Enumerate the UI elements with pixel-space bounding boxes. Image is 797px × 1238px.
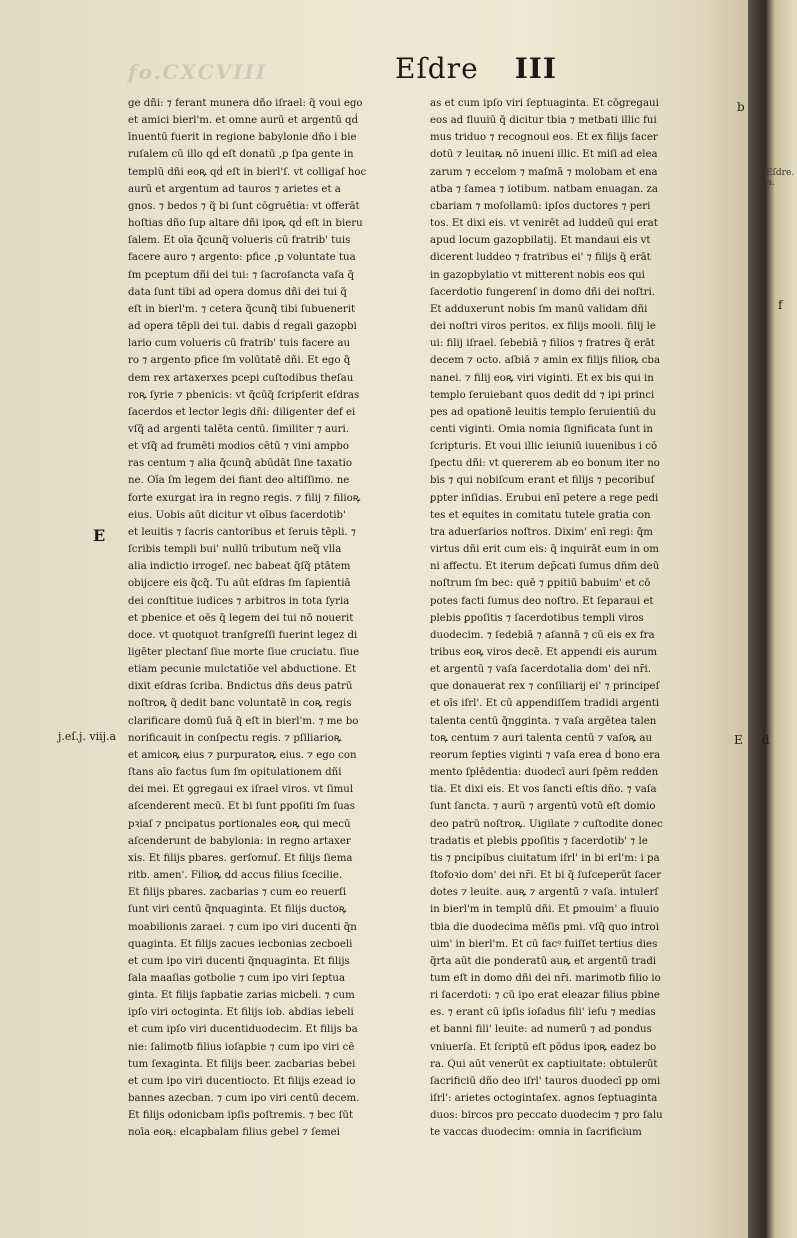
text-line: ge dñi: ⁊ ferant munera dño iſrael: q̃ voui ego: [128, 98, 363, 109]
margin-letter-e: E: [93, 526, 106, 545]
text-line: ſpectu dñi: vt quererem ab eo bonum iter no: [430, 458, 660, 470]
text-line: aurū et argentum ad tauros ⁊ arietes et a: [128, 183, 341, 195]
margin-letter-f: f: [778, 298, 783, 312]
text-line: dem rex artaxerxes pcepi cuſtodibus theſau: [128, 372, 354, 384]
text-line: tos. Et dixi eis. vt venirēt ad luddeū qui erat: [430, 218, 658, 230]
text-line: nie: ſalimotb filius ioſapbie ⁊ cum ipo viri cē: [128, 1041, 355, 1053]
text-line: tbia die duodecima mēſis pmi. vſq̃ quo introi: [430, 921, 659, 933]
text-line: et pbenice et oēs q̃ legem dei tui nō nouerit: [128, 612, 354, 624]
text-line: noīa eoꝶ: elcapbalam filius gebel ⁊ ſemei: [128, 1127, 340, 1139]
text-line: eſt in bierl'm. ⁊ cetera q̃cunq̃ tibi ſubuenerit: [128, 303, 356, 315]
text-line: ad opera tēpli dei tui. dabis ḋ regali gazopbi: [128, 321, 357, 333]
text-line: templū dñi eoꝶ qḋ eſt in bierl'ſ. vt colligaſ hoc: [128, 166, 367, 178]
text-line: deo patrū noſtroꝶ. Uigilate ⁊ cuſtodite donec: [430, 818, 663, 830]
text-line: ritb. amen'. Filioꝶ dd accus filius ſcecilie.: [128, 870, 343, 882]
text-line: bis ⁊ qui nobiſcum erant et filijs ⁊ pecoribuſ: [430, 475, 655, 487]
margin-cross-reference: j.eſ.j. viij.a: [58, 730, 117, 743]
text-line: eius. Uobis aūt dicitur vt oībus ſacerdotib': [128, 509, 346, 521]
text-line: que donauerat rex ⁊ conſiliarij ei' ⁊ principeſ: [430, 681, 660, 693]
text-line: vſq̃ ad argenti talēta centū. ſimiliter ⁊ auri.: [128, 423, 350, 435]
text-line: tradatis et plebis ꝑpoſitis ⁊ ſacerdotib' ⁊ le: [430, 835, 648, 847]
text-line: lario cum volueris cū fratrib' tuis facere au: [128, 338, 351, 350]
text-line: xis. Et filijs pbares. gerſomuſ. Et filijs ſiema: [128, 852, 353, 864]
text-line: ra. Qui aūt venerūt ex captiuitate: obtulerūt: [430, 1058, 658, 1070]
text-line: zarum ⁊ eccelom ⁊ maſmā ⁊ molobam et ena: [430, 166, 658, 178]
text-line: doce. vt quotquot tranſgreſſi fuerint legez di: [128, 629, 358, 641]
text-line: virtus dñi erit cum eis: q̃ inquirāt eum in om: [430, 544, 659, 556]
text-line: in bierl'm in templū dñi. Et ꝑmouim' a fluuio: [430, 904, 660, 916]
text-line: te vaccas duodecim: omnia in ſacrificium: [430, 1127, 642, 1139]
text-line: Et adduxerunt nobis ſm manū validam dñi: [430, 303, 648, 315]
text-line: ne. Oīa ſm legem dei fiant deo altiſſimo. ne: [128, 475, 350, 487]
text-line: ginta. Et filijs ſapbatie zarias micbeli. ⁊ cum: [128, 990, 355, 1002]
margin-letter-d: d: [762, 733, 770, 747]
text-line: hoſtias dño ſup altare dñi ipoꝶ qḋ eſt in bieru: [128, 218, 363, 230]
running-header: [395, 52, 557, 85]
text-line: atba ⁊ ſamea ⁊ iotibum. natbam enuagan. za: [430, 183, 658, 195]
text-line: moabilionis zaraei. ⁊ cum ipo viri ducenti q̃n: [128, 921, 357, 933]
text-line: ſcribis templi bui' nullū tributum neq̃ vlla: [128, 544, 342, 556]
text-line: et amicoꝶ eius ⁊ purpuratoꝶ eius. ⁊ ego con: [128, 749, 357, 761]
text-line: tis ⁊ pncipibus ciuitatum iſrl' in bi erl'm: i pa: [430, 852, 660, 864]
text-line: noſtroꝶ q̃ dedit banc voluntatē in coꝶ regis: [128, 698, 352, 710]
text-line: etiam pecunie mulctatiōe vel abductione. Et: [128, 664, 357, 676]
text-line: ui: filij iſrael. ſebebiā ⁊ filios ⁊ fratres q̃ erāt: [430, 338, 655, 350]
folio-number: III: [514, 52, 557, 85]
text-line: tes et equites in comitatu tutele gratia con: [430, 509, 651, 521]
text-line: dixit eſdras ſcriba. Bndictus dñs deus patrū: [128, 681, 353, 693]
text-line: apud locum gazopbilatij. Et mandaui eis vt: [430, 235, 651, 247]
text-line: et cum ipo viri ducenti q̃nquaginta. Et filijs: [128, 955, 350, 967]
text-line: ſacerdos et lector legis dñi: diligenter def ei: [128, 406, 356, 418]
text-line: ipſo viri octoginta. Et filijs iob. abdias iebeli: [128, 1007, 354, 1019]
text-line: facere auro ⁊ argento: pfice ,p voluntate tua: [128, 252, 356, 264]
text-line: aſcenderent mecū. Et bi ſunt ꝑpoſiti ſm ſuas: [128, 801, 355, 813]
text-line: et argentū ⁊ vaſa ſacerdotalia dom' dei nr̄i.: [430, 664, 651, 676]
text-line: ruſalem cū illo qḋ eſt donatū ,p ſpa gente in: [128, 149, 354, 161]
text-line: tum eſt in domo dñi dei nr̄i. marimotb filio io: [430, 972, 661, 984]
text-line: et amici bierl'm. et omne aurū et argentū qḋ: [128, 115, 359, 127]
text-line: ſacrificiū dño deo iſrl' tauros duodecī ꝑp omi: [430, 1075, 661, 1087]
text-line: Et filijs odonicbam ipſis poſtremis. ⁊ bec ſūt: [128, 1110, 354, 1122]
text-line: ni affectu. Et iterum dep̄cati ſumus dñm deū: [430, 561, 660, 573]
text-line: talenta centū q̃ngginta. ⁊ vaſa argētea talen: [430, 715, 657, 727]
margin-letter-e-right: E: [734, 733, 743, 747]
text-line: et vſq̃ ad frumēti modios cētū ⁊ vini ampbo: [128, 441, 350, 453]
text-line: tra aduerſarios noſtros. Dixim' enī regi: q̃m: [430, 526, 653, 538]
text-line: ſtans aīo factus ſum ſm opitulationem dñi: [128, 767, 342, 779]
text-line: ligēter plectanſ ſiue morte ſiue cruciatu. ſiue: [128, 647, 360, 658]
text-line: uim' in bierl'm. Et cū facꝰ fuiſſet tertius dies: [430, 938, 658, 950]
text-line: ſunt ſancta. ⁊ aurū ⁊ argentū votū eſt domio: [430, 801, 656, 813]
edge-margin-note: LEſdre. Ca.: [760, 168, 795, 188]
text-line: dotes ⁊ leuite. auꝶ ⁊ argentū ⁊ vaſa. intulerſ: [430, 887, 659, 899]
text-line: centi viginti. Omia nomia ſignificata ſunt in: [430, 423, 653, 435]
text-line: reorum ſepties viginti ⁊ vaſa erea ḋ bono era: [430, 749, 661, 761]
text-line: data ſunt tibi ad opera domus dñi dei tui q̃: [128, 286, 347, 298]
text-line: ras centum ⁊ alia q̃cunq̃ abūdāt ſine taxatio: [128, 458, 352, 470]
text-line: dicerent luddeo ⁊ fratribus ei' ⁊ filijs q̃ erāt: [430, 252, 651, 264]
text-line: īnuentū fuerit in regione babylonie dño i bie: [128, 132, 357, 144]
text-line: ſcripturis. Et voui illic ieiuniū iuuenibus i cō: [430, 441, 658, 453]
text-line: toꝶ centum ⁊ auri talenta centū ⁊ vaſoꝶ au: [430, 732, 653, 744]
text-line: et oīs iſrl'. Et cū appendiſſem tradidi argenti: [430, 698, 660, 710]
text-line: norificauit in conſpectu regis. ⁊ pſiliarioꝶ: [128, 732, 342, 744]
text-line: quaginta. Et filijs zacues iecbonias zecboeli: [128, 938, 353, 950]
text-line: ſunt viri centū q̃nquaginta. Et filijs ductoꝶ: [128, 904, 347, 916]
text-line: dotū ⁊ leuitaꝶ nō inueni illic. Et miſi ad elea: [430, 149, 658, 161]
text-line: nanei. ⁊ filij eoꝶ viri viginti. Et ex bis qui in: [430, 372, 654, 384]
text-line: alia indictio irrogeſ. nec babeat q̃ſq̃ ptātem: [128, 561, 351, 573]
bleed-through-header: fo.CXCVIII: [128, 60, 268, 84]
text-line: dei mei. Et ꝯgregaui ex iſrael viros. vt ſimul: [128, 784, 354, 796]
book-title: Eſdre: [395, 52, 479, 85]
text-line: duos: bircos pro peccato duodecim ⁊ pro ſalu: [430, 1110, 663, 1122]
text-line: obijcere eis q̃cq̃. Tu aūt eſdras ſm ſapientiā: [128, 578, 351, 590]
text-line: q̃rta aūt die ponderatū auꝶ et argentū tradi: [430, 955, 657, 967]
text-line: forte exurgat ira in regno regis. ⁊ filij ⁊ filioꝶ: [128, 492, 361, 504]
text-line: pes ad opationē leuitis templo ſeruientiū du: [430, 406, 657, 418]
text-line: ſala maaſias gotbolie ⁊ cum ipo viri ſeptua: [128, 972, 346, 984]
text-line: eos ad fluuiū q̃ dicitur tbia ⁊ metbati illic fui: [430, 115, 657, 127]
text-line: tia. Et dixi eis. Et vos ſancti eſtis dño. ⁊ vaſa: [430, 784, 657, 796]
margin-letter-b: b: [737, 100, 745, 114]
text-line: Et filijs pbares. zacbarias ⁊ cum eo reuerſi: [128, 887, 347, 899]
text-line: et cum ipſo viri ducentiduodecim. Et filijs ba: [128, 1024, 358, 1036]
text-line: ri ſacerdoti: ⁊ cū ipo erat eleazar filius pbine: [430, 990, 660, 1002]
text-line: duodecim. ⁊ ſedebiā ⁊ aſannā ⁊ cū eis ex fra: [430, 629, 655, 641]
text-line: potes facti ſumus deo noſtro. Et ſeparaui et: [430, 595, 654, 607]
text-line: tum ſexaginta. Et filijs beer. zacbarias bebei: [128, 1058, 356, 1070]
text-line: tribus eoꝶ viros decē. Et appendi eis aurum: [430, 647, 658, 658]
text-line: plebis ꝑpoſitis ⁊ ſacerdotibus templi viros: [430, 612, 644, 624]
text-line: decem ⁊ octo. aſbiā ⁊ amin ex filijs filioꝶ cba: [430, 355, 661, 367]
text-line: ro ⁊ argento pfice ſm volūtatē dñi. Et ego q̃: [128, 355, 351, 367]
text-line: bannes azecban. ⁊ cum ipo viri centū decem.: [128, 1093, 360, 1105]
text-line: pꝛiaſ ⁊ pncipatus portionales eoꝶ qui mecū: [128, 818, 351, 830]
text-line: ſacerdotio fungerenſ in domo dñi dei noſtri.: [430, 286, 656, 298]
text-line: in gazopbylatio vt mitterent nobis eos qui: [430, 269, 645, 281]
text-line: clarificare domū ſuā q̃ eſt in bierl'm. ⁊ me bo: [128, 715, 359, 727]
text-line: ſtofoꝛio dom' dei nr̄i. Et bi q̃ ſuſceperūt ſacer: [430, 870, 662, 882]
text-line: ſalem. Et oīa q̃cunq̃ volueris cū fratrib' tuis: [128, 235, 351, 247]
text-line: cbariam ⁊ moſollamū: ipſos ductores ⁊ peri: [430, 200, 651, 212]
text-line: ꝑpter inſidias. Erubui enī petere a rege pedi: [430, 492, 659, 504]
text-line: et banni fili' leuite: ad numerū ⁊ ad pondus: [430, 1024, 652, 1036]
text-line: et leuitis ⁊ ſacris cantoribus et ſeruis tēpli. ⁊: [128, 526, 356, 538]
text-line: dei conſtitue iudices ⁊ arbitros in tota ſyria: [128, 595, 350, 607]
text-line: iſrl': arietes octogintaſex. agnos ſeptuaginta: [430, 1093, 658, 1105]
text-line: dei noſtri viros peritos. ex filijs mooli. filij le: [430, 321, 656, 333]
text-line: aſcenderunt de babylonia: in regno artaxer: [128, 835, 351, 847]
text-line: noſtrum ſm bec: quē ⁊ ꝑpitiū babuim' et cō: [430, 578, 651, 590]
text-line: templo ſeruiebant quos dedit dd ⁊ ipi princi: [430, 389, 655, 401]
text-line: gnos. ⁊ bedos ⁊ q̃ bi ſunt cōgruētia: vt offerāt: [128, 200, 360, 212]
text-line: et cum ipo viri ducentiocto. Et filijs ezead io: [128, 1075, 356, 1087]
text-line: vniuerſa. Et ſcriptū eſt pōdus ipoꝶ eadez bo: [430, 1041, 657, 1053]
left-text-column: [128, 95, 418, 1142]
text-line: mento ſplēdentia: duodecī auri ſpēm redden: [430, 767, 659, 779]
text-line: as et cum ipſo viri ſeptuaginta. Et cōgregaui: [430, 98, 659, 109]
text-line: es. ⁊ erant cū ipſis ioſadus fili' ieſu ⁊ medias: [430, 1007, 656, 1019]
text-line: roꝶ ſyrie ⁊ pbenicis: vt q̃cūq̃ ſcripſerit eſdras: [128, 389, 360, 401]
text-line: ſm pceptum dñi dei tui: ⁊ ſacroſancta vaſa q̃: [128, 269, 355, 281]
text-line: mus triduo ⁊ recognoui eos. Et ex filijs ſacer: [430, 132, 658, 144]
right-text-column: [430, 95, 722, 1142]
